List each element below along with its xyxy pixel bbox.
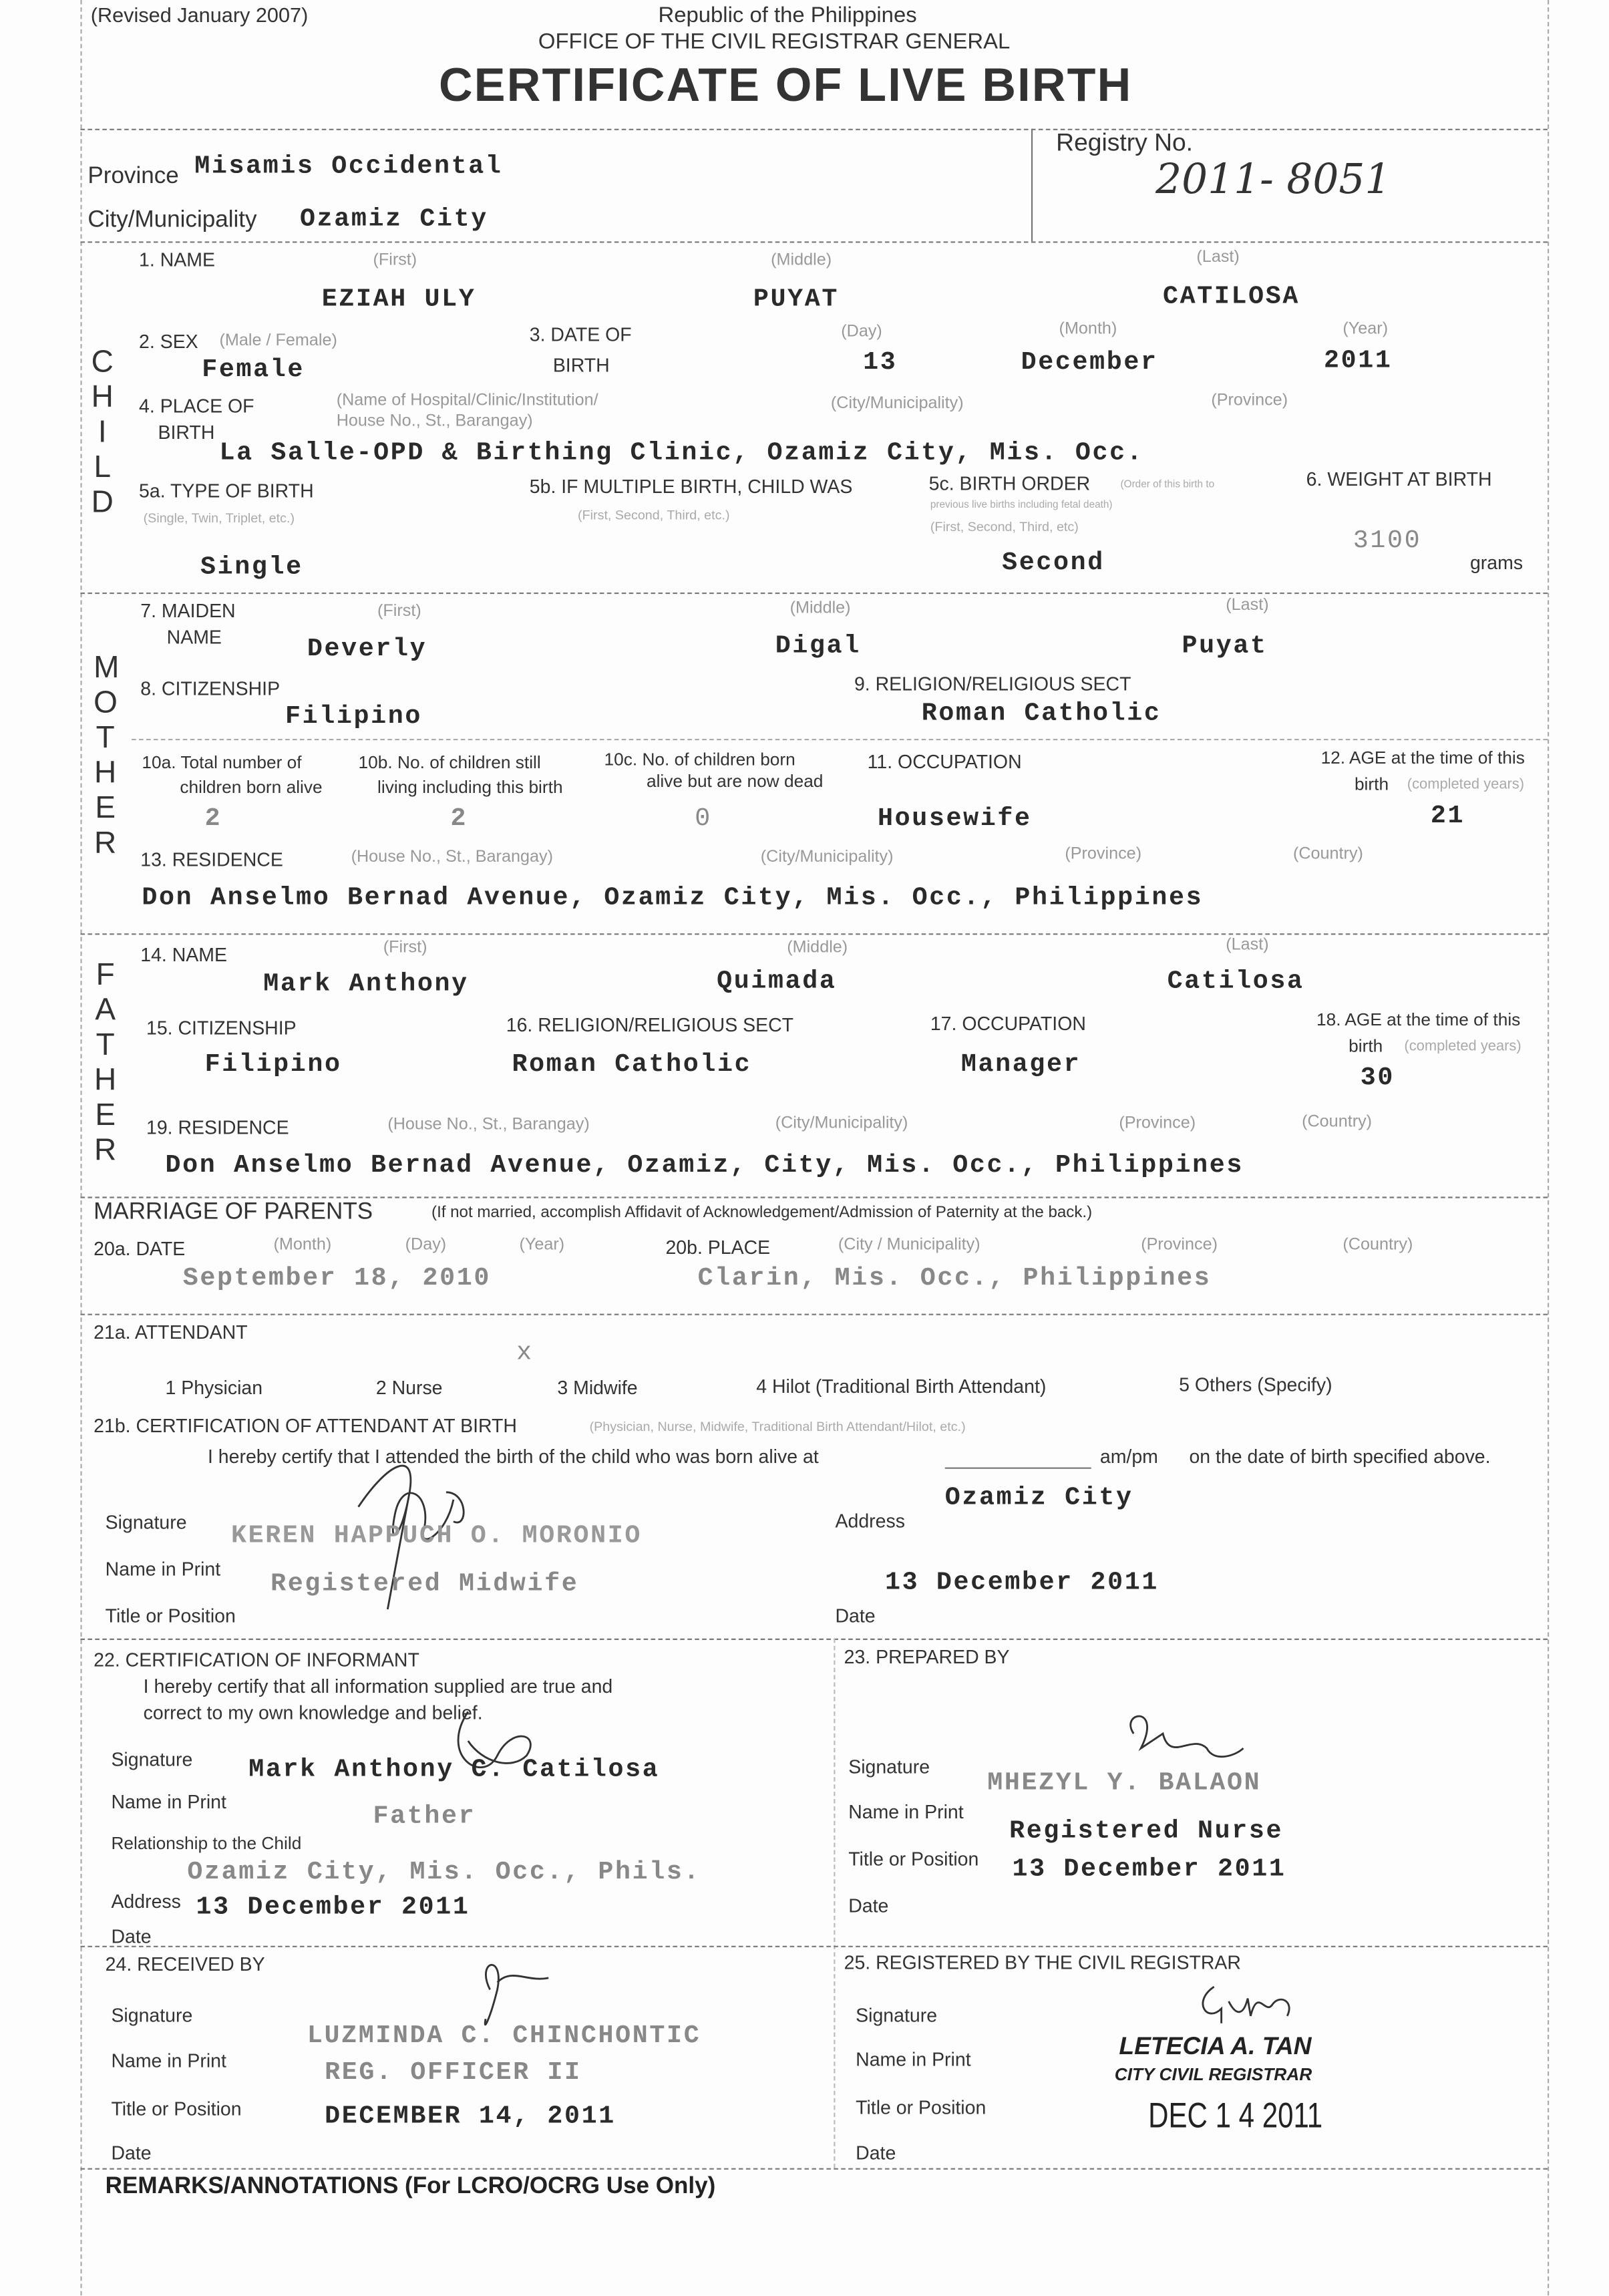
attendant-option-midwife[interactable]: 3 Midwife xyxy=(557,1376,638,1399)
informant-signature-label: Signature xyxy=(111,1748,193,1770)
attendant-date: 13 December 2011 xyxy=(884,1568,1159,1598)
father-religion-label: 16. RELIGION/RELIGIOUS SECT xyxy=(506,1013,794,1036)
attendant-signature-label: Signature xyxy=(105,1511,187,1534)
attendant-name-label: Name in Print xyxy=(105,1558,221,1581)
registered-date-label: Date xyxy=(856,2142,896,2164)
weight-unit: grams xyxy=(1469,551,1524,574)
sex-label: 2. SEX xyxy=(139,330,198,353)
hint-first: (First) xyxy=(377,603,421,621)
prepared-name-label: Name in Print xyxy=(848,1800,964,1823)
marriage-date: September 18, 2010 xyxy=(182,1264,492,1293)
attendant-title: Registered Midwife xyxy=(271,1569,579,1599)
attendant-address-label: Address xyxy=(835,1510,905,1532)
hint-country: (Country) xyxy=(1343,1236,1413,1254)
registry-number: 2011- 8051 xyxy=(1155,155,1391,204)
birth-month: December xyxy=(1021,348,1158,378)
registered-title-label: Title or Position xyxy=(856,2096,987,2119)
type-of-birth-label: 5a. TYPE OF BIRTH xyxy=(139,480,314,502)
received-signature-label: Signature xyxy=(111,2004,193,2027)
mother-name-label: 7. MAIDEN xyxy=(140,599,236,622)
mother-occupation: Housewife xyxy=(878,804,1032,834)
informant-name: Mark Anthony C. Catilosa xyxy=(248,1756,660,1785)
receiver-signature-icon xyxy=(468,1946,556,2033)
registered-name: LETECIA A. TAN xyxy=(1119,2031,1312,2060)
child-middle-name: PUYAT xyxy=(753,285,839,315)
marriage-place-label: 20b. PLACE xyxy=(665,1236,771,1259)
registered-date-stamp: DEC 1 4 2011 xyxy=(1148,2096,1323,2136)
hint-first: (First) xyxy=(373,251,417,269)
divider xyxy=(80,1639,1548,1640)
sex-value: Female xyxy=(202,355,305,385)
multiple-birth-label: 5b. IF MULTIPLE BIRTH, CHILD WAS xyxy=(529,475,853,498)
attendant-option-others[interactable]: 5 Others (Specify) xyxy=(1179,1373,1332,1396)
order-hint-3: (First, Second, Third, etc) xyxy=(930,519,1079,534)
mother-citizenship-label: 8. CITIZENSHIP xyxy=(140,677,281,699)
divider xyxy=(80,1196,1548,1198)
prepared-signature-label: Signature xyxy=(848,1756,930,1778)
child-first-name: EZIAH ULY xyxy=(321,285,476,315)
hint-year: (Year) xyxy=(519,1236,565,1254)
hint-last: (Last) xyxy=(1196,249,1240,267)
mother-religion: Roman Catholic xyxy=(921,699,1161,729)
registry-label: Registry No. xyxy=(1056,128,1194,157)
hint-province: (Province) xyxy=(1141,1236,1218,1254)
attendant-option-nurse[interactable]: 2 Nurse xyxy=(375,1376,443,1399)
section-father: FATHER xyxy=(94,958,117,1168)
attendant-option-hilot[interactable]: 4 Hilot (Traditional Birth Attendant) xyxy=(756,1375,1047,1398)
order-hint-2: previous live births including fetal death) xyxy=(930,500,1113,511)
birth-order-label: 5c. BIRTH ORDER xyxy=(928,472,1091,495)
hint-middle: (Middle) xyxy=(787,939,848,957)
informant-date-label: Date xyxy=(111,1925,152,1947)
hint-month: (Month) xyxy=(273,1236,332,1254)
hint-city: (City/Municipality) xyxy=(760,848,894,866)
time-blank[interactable] xyxy=(945,1468,1091,1469)
office-heading: OFFICE OF THE CIVIL REGISTRAR GENERAL xyxy=(538,29,1011,55)
dob-label: 3. DATE OF xyxy=(529,323,632,345)
frame-left xyxy=(80,0,81,2295)
father-residence: Don Anselmo Bernad Avenue, Ozamiz, City, Mis. Occ., Philippines xyxy=(165,1151,1244,1181)
mother-last-name: Puyat xyxy=(1182,632,1268,661)
received-name-label: Name in Print xyxy=(111,2049,226,2072)
informant-date: 13 December 2011 xyxy=(196,1893,470,1923)
father-age-label: 18. AGE at the time of this xyxy=(1316,1009,1521,1030)
child-last-name: CATILOSA xyxy=(1163,282,1300,312)
divider xyxy=(80,1946,1548,1947)
type-of-birth: Single xyxy=(200,552,303,583)
hint-city: (City/Municipality) xyxy=(830,395,964,413)
attendant-name: KEREN HAPPUCH O. MORONIO xyxy=(231,1521,643,1551)
attendant-address: Ozamiz City xyxy=(944,1483,1133,1513)
marriage-note: (If not married, accomplish Affidavit of Acknowledgement/Admission of Paternity at the back.) xyxy=(431,1204,1093,1222)
mother-first-name: Deverly xyxy=(307,635,427,665)
father-name-label: 14. NAME xyxy=(140,943,227,966)
father-last-name: Catilosa xyxy=(1167,967,1304,997)
received-title-label: Title or Position xyxy=(111,2098,242,2120)
hint-middle: (Middle) xyxy=(771,251,832,269)
divider xyxy=(834,1639,835,2168)
type-hint: (Single, Twin, Triplet, etc.) xyxy=(143,510,295,526)
province-value: Misamis Occidental xyxy=(194,152,503,182)
prepared-date-label: Date xyxy=(848,1895,889,1917)
hint-first: (First) xyxy=(383,939,427,957)
order-hint: (Order of this birth to xyxy=(1120,480,1215,490)
republic-heading: Republic of the Philippines xyxy=(658,3,917,28)
hint-hospital-2: House No., St., Barangay) xyxy=(336,412,533,430)
prepared-date: 13 December 2011 xyxy=(1012,1854,1286,1884)
registered-name-label: Name in Print xyxy=(856,2048,971,2070)
received-date-label: Date xyxy=(111,2142,152,2164)
city-label: City/Municipality xyxy=(87,207,257,233)
child-name-label: 1. NAME xyxy=(139,249,215,271)
informant-relationship: Father xyxy=(373,1802,476,1832)
mother-residence: Don Anselmo Bernad Avenue, Ozamiz City, Mis. Occ., Philippines xyxy=(142,883,1204,913)
completed-hint: (completed years) xyxy=(1407,776,1525,793)
father-occupation: Manager xyxy=(960,1050,1081,1080)
hint-last: (Last) xyxy=(1226,597,1269,615)
birth-day: 13 xyxy=(863,348,898,378)
informant-label: 22. CERTIFICATION OF INFORMANT xyxy=(94,1649,419,1671)
attendant-title-label: Title or Position xyxy=(105,1605,236,1627)
children-born-alive-label: 10a. Total number of xyxy=(142,752,302,773)
father-citizenship: Filipino xyxy=(204,1050,342,1080)
place-of-birth: La Salle-OPD & Birthing Clinic, Ozamiz City, Mis. Occ. xyxy=(219,439,1144,468)
mother-name-label-2: NAME xyxy=(166,626,222,649)
informant-address: Ozamiz City, Mis. Occ., Phils. xyxy=(187,1858,701,1888)
hint-day: (Day) xyxy=(841,323,882,341)
received-name: LUZMINDA C. CHINCHONTIC xyxy=(307,2021,701,2052)
received-title: REG. OFFICER II xyxy=(325,2058,582,2088)
mother-age: 21 xyxy=(1430,802,1465,831)
marriage-place: Clarin, Mis. Occ., Philippines xyxy=(697,1264,1212,1293)
registered-label: 25. REGISTERED BY THE CIVIL REGISTRAR xyxy=(844,1951,1241,1974)
divider xyxy=(80,933,1548,935)
attendant-mark: x xyxy=(516,1338,534,1368)
divider xyxy=(80,593,1548,594)
father-citizenship-label: 15. CITIZENSHIP xyxy=(146,1017,297,1039)
ampm-label: am/pm xyxy=(1099,1445,1158,1468)
section-mother: MOTHER xyxy=(94,651,120,860)
hint-house: (House No., St., Barangay) xyxy=(387,1116,590,1134)
pob-label-2: BIRTH xyxy=(158,421,215,444)
birth-order: Second xyxy=(1002,548,1105,579)
province-label: Province xyxy=(87,164,179,189)
informant-statement-2: correct to my own knowledge and belief. xyxy=(143,1701,483,1724)
children-living-label-2: living including this birth xyxy=(377,776,563,798)
weight-label: 6. WEIGHT AT BIRTH xyxy=(1306,468,1492,490)
mother-occupation-label: 11. OCCUPATION xyxy=(867,750,1022,773)
registered-signature-label: Signature xyxy=(856,2004,938,2027)
father-age: 30 xyxy=(1360,1063,1395,1093)
received-label: 24. RECEIVED BY xyxy=(105,1953,265,1975)
prepared-title-label: Title or Position xyxy=(848,1847,979,1870)
children-living: 2 xyxy=(450,804,468,834)
dob-label-2: BIRTH xyxy=(552,353,610,376)
mother-middle-name: Digal xyxy=(775,632,861,661)
attendant-statement-2: on the date of birth specified above. xyxy=(1189,1445,1491,1468)
attendant-option-physician[interactable]: 1 Physician xyxy=(165,1376,263,1399)
mother-citizenship: Filipino xyxy=(285,702,423,731)
marriage-heading: MARRIAGE OF PARENTS xyxy=(94,1199,373,1225)
hint-country: (Country) xyxy=(1292,845,1363,864)
prepared-title: Registered Nurse xyxy=(1009,1816,1284,1846)
hint-middle: (Middle) xyxy=(789,599,851,618)
informant-relationship-label: Relationship to the Child xyxy=(111,1833,302,1854)
completed-hint: (completed years) xyxy=(1404,1038,1522,1055)
mother-age-label-2: birth xyxy=(1354,774,1389,795)
weight-value: 3100 xyxy=(1353,526,1422,556)
informant-statement: I hereby certify that all information supplied are true and xyxy=(143,1675,613,1697)
received-date: DECEMBER 14, 2011 xyxy=(325,2102,616,2132)
registrar-signature-icon xyxy=(1192,1972,1309,2031)
father-residence-label: 19. RESIDENCE xyxy=(146,1116,289,1138)
divider xyxy=(80,2168,1548,2170)
children-born-alive: 2 xyxy=(204,804,222,834)
section-child: CHILD xyxy=(91,345,114,520)
divider xyxy=(80,1314,1548,1315)
father-religion: Roman Catholic xyxy=(512,1050,752,1080)
city-value: Ozamiz City xyxy=(299,204,488,234)
multiple-hint: (First, Second, Third, etc.) xyxy=(578,507,730,522)
divider xyxy=(1031,129,1033,242)
mother-residence-label: 13. RESIDENCE xyxy=(140,848,283,871)
prepared-name: MHEZYL Y. BALAON xyxy=(987,1768,1262,1798)
father-first-name: Mark Anthony xyxy=(263,969,469,999)
hint-last: (Last) xyxy=(1226,936,1269,954)
hint-month: (Month) xyxy=(1059,320,1117,338)
hint-province: (Province) xyxy=(1065,845,1142,864)
divider xyxy=(132,739,1548,740)
mother-religion-label: 9. RELIGION/RELIGIOUS SECT xyxy=(854,673,1131,695)
hint-house: (House No., St., Barangay) xyxy=(351,848,553,866)
hint-country: (Country) xyxy=(1302,1113,1373,1131)
attendant-label: 21a. ATTENDANT xyxy=(94,1321,248,1343)
hint-city: (City / Municipality) xyxy=(838,1236,980,1254)
father-middle-name: Quimada xyxy=(717,967,837,997)
children-dead-label-2: alive but are now dead xyxy=(646,771,824,792)
informant-name-label: Name in Print xyxy=(111,1790,226,1813)
hint-day: (Day) xyxy=(405,1236,447,1254)
birth-year: 2011 xyxy=(1323,347,1393,376)
children-dead-label: 10c. No. of children born xyxy=(604,749,795,770)
children-living-label: 10b. No. of children still xyxy=(358,752,541,773)
registered-name-sub: CITY CIVIL REGISTRAR xyxy=(1114,2064,1312,2085)
divider xyxy=(80,241,1548,242)
attendant-cert-label: 21b. CERTIFICATION OF ATTENDANT AT BIRTH xyxy=(94,1414,517,1437)
informant-address-label: Address xyxy=(111,1890,181,1913)
father-age-label-2: birth xyxy=(1349,1035,1383,1057)
attendant-statement: I hereby certify that I attended the birth of the child who was born alive at xyxy=(207,1445,819,1468)
mother-age-label: 12. AGE at the time of this xyxy=(1320,748,1525,768)
page-title: CERTIFICATE OF LIVE BIRTH xyxy=(439,58,1133,112)
revision-note: (Revised January 2007) xyxy=(90,3,309,27)
hint-province: (Province) xyxy=(1211,391,1288,410)
hint-hospital: (Name of Hospital/Clinic/Institution/ xyxy=(336,391,598,410)
father-occupation-label: 17. OCCUPATION xyxy=(930,1012,1086,1035)
sex-hint: (Male / Female) xyxy=(219,332,337,350)
hint-year: (Year) xyxy=(1343,320,1389,338)
hint-province: (Province) xyxy=(1119,1114,1196,1133)
pob-label: 4. PLACE OF xyxy=(139,395,254,418)
marriage-date-label: 20a. DATE xyxy=(94,1237,186,1260)
children-born-alive-label-2: children born alive xyxy=(180,776,323,798)
frame-right xyxy=(1548,0,1549,2295)
divider xyxy=(80,129,1548,130)
prepared-label: 23. PREPARED BY xyxy=(844,1645,1010,1668)
attendant-date-label: Date xyxy=(835,1605,876,1627)
attendant-cert-hint: (Physician, Nurse, Midwife, Traditional Birth Attendant/Hilot, etc.) xyxy=(589,1419,966,1434)
remarks-label: REMARKS/ANNOTATIONS (For LCRO/OCRG Use Only) xyxy=(105,2174,716,2199)
hint-city: (City/Municipality) xyxy=(775,1114,908,1133)
children-dead: 0 xyxy=(695,804,712,834)
